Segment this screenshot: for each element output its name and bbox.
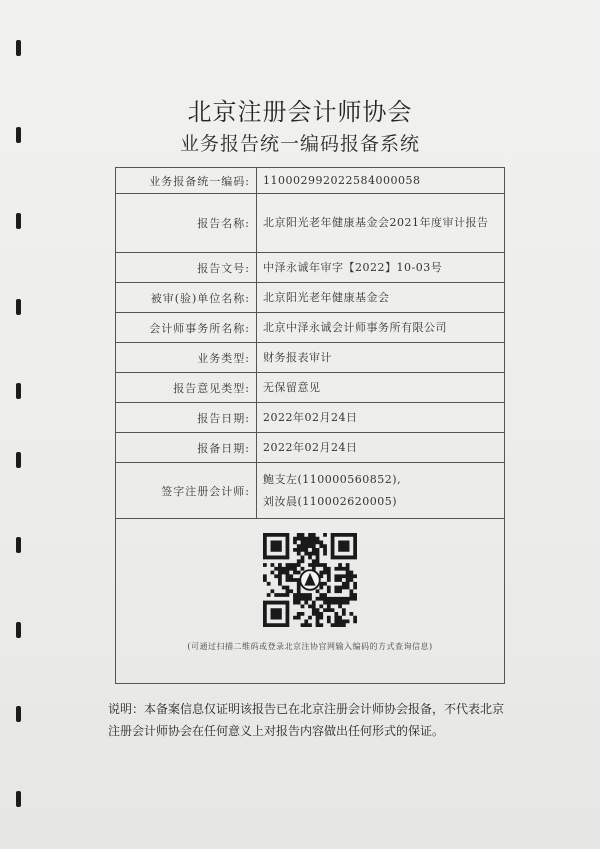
page-title: 北京注册会计师协会 [187,98,413,126]
qr-code-icon[interactable] [263,533,357,627]
field-label: 报告意见类型: [116,373,257,403]
binding-hole [16,299,21,315]
table-row [116,463,505,519]
table-row [116,194,505,253]
field-value: 财务报表审计 [257,343,505,373]
binding-hole [16,383,21,399]
field-value: 北京阳光老年健康基金会2021年度审计报告 [257,194,505,253]
table-row [116,373,505,403]
table-row [116,253,505,283]
field-value: 2022年02月24日 [257,433,505,463]
binding-hole [16,213,21,229]
field-value: 北京中泽永诚会计师事务所有限公司 [257,313,505,343]
field-value: 110002992022584000058 [257,168,505,194]
signer-2: 刘汝晨(110002620005) [263,494,398,508]
field-label: 报备日期: [116,433,257,463]
field-label: 会计师事务所名称: [116,313,257,343]
qr-section [116,519,505,684]
field-label: 签字注册会计师: [116,463,257,519]
qr-caption: (可通过扫描二维码或登录北京注协官网输入编码的方式查询信息) [187,642,433,651]
table-row [116,283,505,313]
table-row [116,433,505,463]
field-value: 北京阳光老年健康基金会 [257,283,505,313]
table-row [116,168,505,194]
field-label: 报告文号: [116,253,257,283]
field-label: 业务类型: [116,343,257,373]
field-label: 被审(验)单位名称: [116,283,257,313]
field-value: 2022年02月24日 [257,403,505,433]
page-subtitle: 业务报告统一编码报备系统 [179,133,420,155]
field-label: 报告日期: [116,403,257,433]
registration-table [115,167,505,684]
binding-hole [16,40,21,56]
field-value [257,463,505,519]
field-value: 无保留意见 [257,373,505,403]
field-value: 中泽永诚年审字【2022】10-03号 [257,253,505,283]
disclaimer-note: 说明：本备案信息仅证明该报告已在北京注册会计师协会报备，不代表北京注册会计师协会在任何意义上对报告内容做出任何形式的保证。 [108,702,505,738]
table-row [116,519,505,684]
binding-hole [16,706,21,722]
field-label: 报告名称: [116,194,257,253]
table-row [116,403,505,433]
table-row [116,313,505,343]
binding-hole [16,537,21,553]
binding-hole [16,791,21,807]
table-row [116,343,505,373]
binding-hole [16,452,21,468]
binding-hole [16,622,21,638]
field-label: 业务报备统一编码: [116,168,257,194]
signer-1: 鲍支左(110000560852), [263,472,402,486]
